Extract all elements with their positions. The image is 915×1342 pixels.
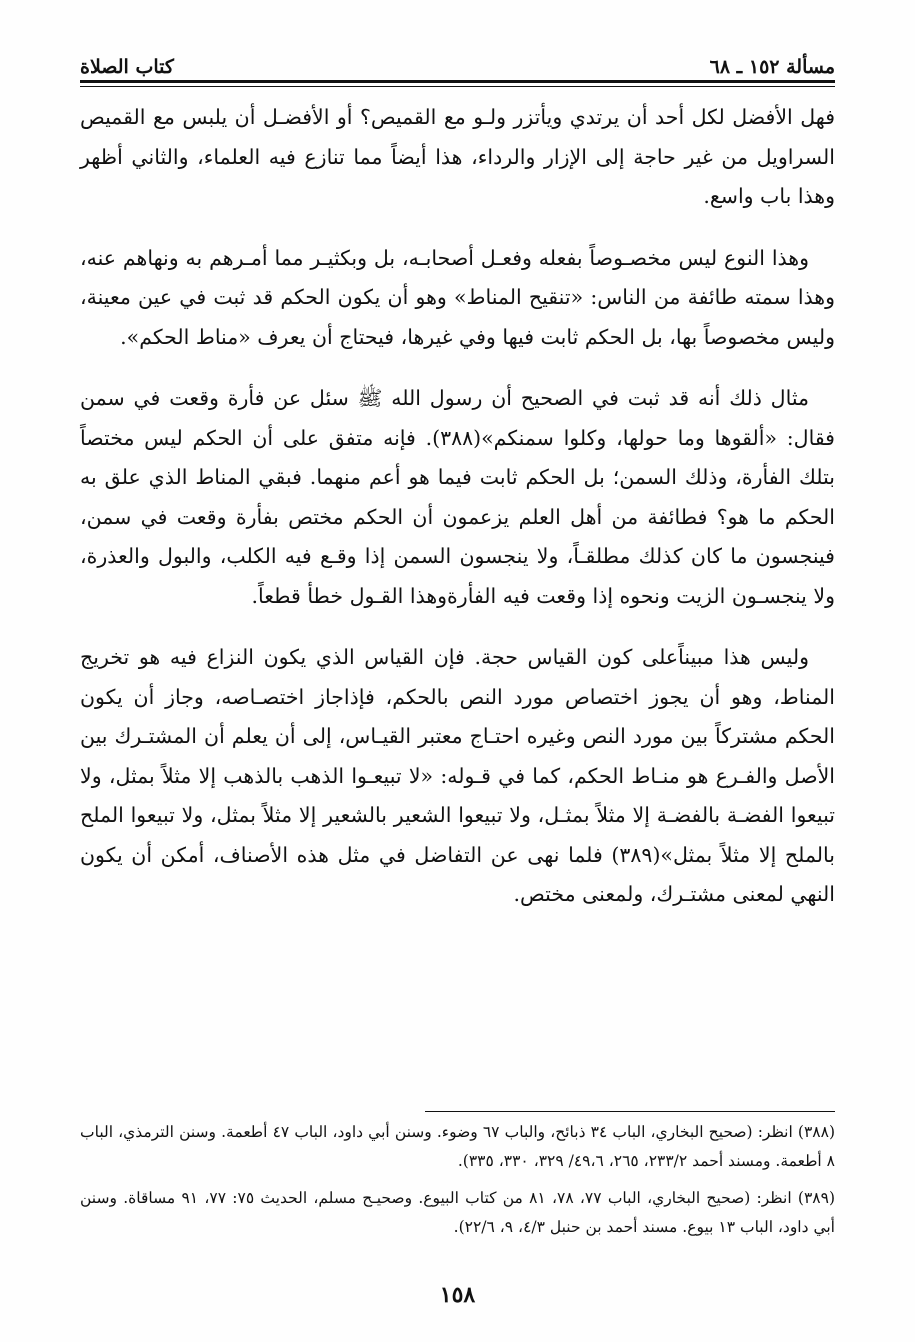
header-chapter-title: كتاب الصلاة — [80, 56, 174, 78]
footnote-389: (٣٨٩) انظر: (صحيح البخاري، الباب ٧٧، ٧٨، ٨١ من كتاب البيوع. وصحيـح مسلم، الحديث ٧٥: ٧٧، ٩١ مساقاة. وسنن أبي داود، الباب ١٣ بيوع. مسند أحمد بن حنبل ٤/٣، ٩، ٢٢/٦). — [80, 1189, 835, 1236]
header-rule-thin — [80, 86, 835, 87]
paragraph-1: فهل الأفضل لكل أحد أن يرتدي ويأتزر ولـو مع القميص؟ أو الأفضـل أن يلبس مع القميص السراويل من غير حاجة إلى الإزار والرداء، هذا أيضاً مما تنازع فيه العلماء، والثاني أظهر وهذا باب واسع. — [80, 105, 835, 208]
header-rule-thick — [80, 80, 835, 83]
footnote-388: (٣٨٨) انظر: (صحيح البخاري، الباب ٣٤ ذبائح، والباب ٦٧ وضوء. وسنن أبي داود، الباب ٤٧ أطعمة. وسنن الترمذي، الباب ٨ أطعمة. ومسند أحمد ٢٣٣/٢، ٢٦٥، ٤٩،٦/ ٣٢٩، ٣٣٠، ٣٣٥). — [80, 1123, 836, 1170]
paragraph-4: وليس هذا مبيناًعلى كون القياس حجة. فإن القياس الذي يكون النزاع فيه هو تخريج المناط، وهو أن يجوز اختصاص مورد النص بالحكم، فإذاجاز اختصـاصه، وجاز أن يكون الحكم مشتركاً بين مورد النص وغيره احتـاج معتبر القيـاس، إلى أن يعلم أن المشتـرك بين الأصل والفـرع هو منـاط الحكم، كما في قـوله: «لا تبيعـوا الذهب بالذهب إلا مثلاً بمثل، ولا تبيعوا الفضـة بالفضـة إلا مثلاً بمثـل، ولا تبيعوا الشعير بالشعير إلا مثلاً بمثل، ولا تبيعوا الملح بالملح إلا مثلاً بمثل»(٣٨٩) فلما نهى عن التفاضل في مثل هذه الأصناف، أمكن أن يكون النهي لمعنى مشتـرك، ولمعنى مختص. — [80, 645, 835, 906]
footnotes — [80, 1118, 835, 1250]
page-number: ١٥٨ — [439, 1282, 476, 1308]
paragraph-3: مثال ذلك أنه قد ثبت في الصحيح أن رسول الله ﷺ سئل عن فأرة وقعت في سمن فقال: «ألقوها وما حولها، وكلوا سمنكم»(٣٨٨). فإنه متفق على أن الحكم ليس مختصاً بتلك الفأرة، وذلك السمن؛ بل الحكم ثابت فيما هو أعم منهما. فبقي المناط الذي علق به الحكم ما هو؟ فطائفة من أهل العلم يزعمون أن الحكم مختص بفأرة وقعت في سمن، فينجسون ما كان كذلك مطلقـاً، ولا ينجسون السمن إذا وقـع فيه الكلب، والبول والعذرة، ولا ينجسـون الزيت ونحوه إذا وقعت فيه الفأرةوهذا القـول خطأ قطعاً. — [80, 386, 835, 608]
paragraph-2: وهذا النوع ليس مخصـوصاً بفعله وفعـل أصحابـه، بل وبكثيـر مما أمـرهم به ونهاهم عنه، وهذا سمته طائفة من الناس: «تنقيح المناط» وهو أن يكون الحكم قد ثبت في عين معينة، وليس مخصوصاً بها، بل الحكم ثابت فيها وفي غيرها، فيحتاج أن يعرف «مناط الحكم». — [80, 245, 835, 349]
footnote-separator — [425, 1111, 835, 1112]
header-issue-range: مسألة ١٥٢ ـ ٦٨ — [709, 56, 835, 78]
main-text — [80, 98, 835, 937]
page-header — [80, 40, 835, 78]
